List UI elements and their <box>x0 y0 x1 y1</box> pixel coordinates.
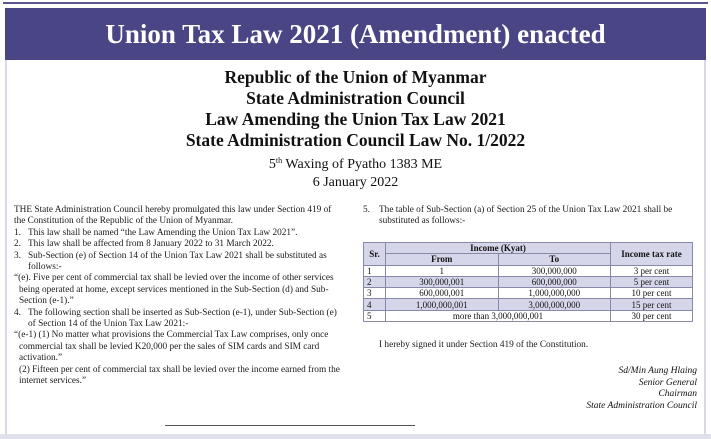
cell-sr: 2 <box>364 276 386 287</box>
cell-rate: 30 per cent <box>611 310 693 321</box>
header-to: To <box>498 254 611 265</box>
cell-from: 1 <box>386 265 499 276</box>
section-4-number: 4. <box>14 307 21 318</box>
footer-band <box>0 434 711 439</box>
section-2-number: 2. <box>14 239 21 250</box>
section-3-number: 3. <box>14 250 21 261</box>
quote-subsection-e1-2: (2) Fifteen per cent of commercial tax shall be levied over the income earned from the internet services.” <box>19 364 340 387</box>
cell-sr: 4 <box>364 299 386 310</box>
income-tax-table <box>363 242 693 322</box>
left-column <box>14 205 344 388</box>
header-from: From <box>386 254 499 265</box>
quote-subsection-e: “(e). Five per cent of commercial tax shall be levied over the income of other services being operated at home, except services mentioned in the Sub-Section (d) and Sub-Section (e-1).” <box>14 273 334 307</box>
heading-council: State Administration Council <box>246 88 465 108</box>
section-1-number: 1. <box>14 227 21 238</box>
table-row <box>364 288 693 299</box>
date-myanmar <box>0 156 711 174</box>
banner-title: Union Tax Law 2021 (Amendment) enacted <box>5 8 706 60</box>
section-3 <box>14 251 344 274</box>
cell-rate: 15 per cent <box>611 299 693 310</box>
cell-rate: 5 per cent <box>611 276 693 287</box>
section-5-text: The table of Sub-Section (a) of Section 25 of the Union Tax Law 2021 shall be substituted as follows:- <box>379 205 673 227</box>
table-row <box>364 276 693 287</box>
section-1 <box>14 228 344 239</box>
heading-republic: Republic of the Union of Myanmar <box>224 67 487 87</box>
cell-sr: 3 <box>364 288 386 299</box>
cell-sr: 5 <box>364 310 386 321</box>
cell-to: 600,000,000 <box>498 276 611 287</box>
footer-divider <box>165 425 415 426</box>
section-5-number: 5. <box>363 205 370 215</box>
header-income: Income (Kyat) <box>386 243 611 254</box>
heading-law-name: Law Amending the Union Tax Law 2021 <box>205 109 506 129</box>
cell-to: 300,000,000 <box>498 265 611 276</box>
top-rule <box>3 2 708 4</box>
signature-body: State Administration Council <box>586 400 697 411</box>
right-column-item-5 <box>363 205 697 228</box>
date-day-num: 5 <box>268 157 276 172</box>
section-3-text: Sub-Section (e) of Section 14 of the Union Tax Law 2021 shall be substituted as follows:- <box>28 250 327 273</box>
section-4-text: The following section shall be inserted as Sub-Section (e-1), under Sub-Section (e) of Section 14 of the Union Tax Law 2021:- <box>28 307 337 330</box>
cell-from: 600,000,001 <box>386 288 499 299</box>
header-rate: Income tax rate <box>611 243 693 266</box>
signed-statement: I hereby signed it under Section 419 of the Constitution. <box>379 340 589 350</box>
section-1-text: This law shall be named “the Law Amending the Union Tax Law 2021”. <box>28 227 298 238</box>
signature-rank: Senior General <box>638 377 697 388</box>
cell-rate: 10 per cent <box>611 288 693 299</box>
heading-law-number: State Administration Council Law No. 1/2022 <box>185 130 526 150</box>
quote-subsection-e1-1: “(e-1) (1) No matter what provisions the Commercial Tax Law comprises, only once commercial tax shall be levied K20,000 per the sales of SIM cards and SIM card activation.” <box>14 330 329 364</box>
cell-from: 300,000,001 <box>386 276 499 287</box>
table-header-row <box>364 243 693 254</box>
signature-block <box>586 366 697 412</box>
table-row <box>364 310 693 321</box>
header-sr: Sr. <box>364 243 386 266</box>
cell-from: 1,000,000,001 <box>386 299 499 310</box>
section-2 <box>14 239 344 250</box>
intro-paragraph: THE State Administration Council hereby promulgated this law under Section 419 of the Constitution of the Republic of the Union of Myanmar. <box>14 205 332 227</box>
cell-sr: 1 <box>364 265 386 276</box>
cell-to: 3,000,000,000 <box>498 299 611 310</box>
signature-name: Sd/Min Aung Hlaing <box>618 366 697 376</box>
table-row <box>364 299 693 310</box>
date-day-rest: Waxing of Pyatho 1383 ME <box>282 157 443 172</box>
cell-rate: 3 per cent <box>611 265 693 276</box>
section-5 <box>363 205 697 228</box>
table-row <box>364 265 693 276</box>
section-4 <box>14 308 344 331</box>
section-2-text: This law shall be affected from 8 January 2022 to 31 March 2022. <box>28 239 274 250</box>
signature-title: Chairman <box>658 389 697 399</box>
date-gregorian: 6 January 2022 <box>312 175 399 190</box>
date-day-sup: th <box>275 156 283 165</box>
cell-income-merged: more than 3,000,000,001 <box>386 310 611 321</box>
cell-to: 1,000,000,000 <box>498 288 611 299</box>
